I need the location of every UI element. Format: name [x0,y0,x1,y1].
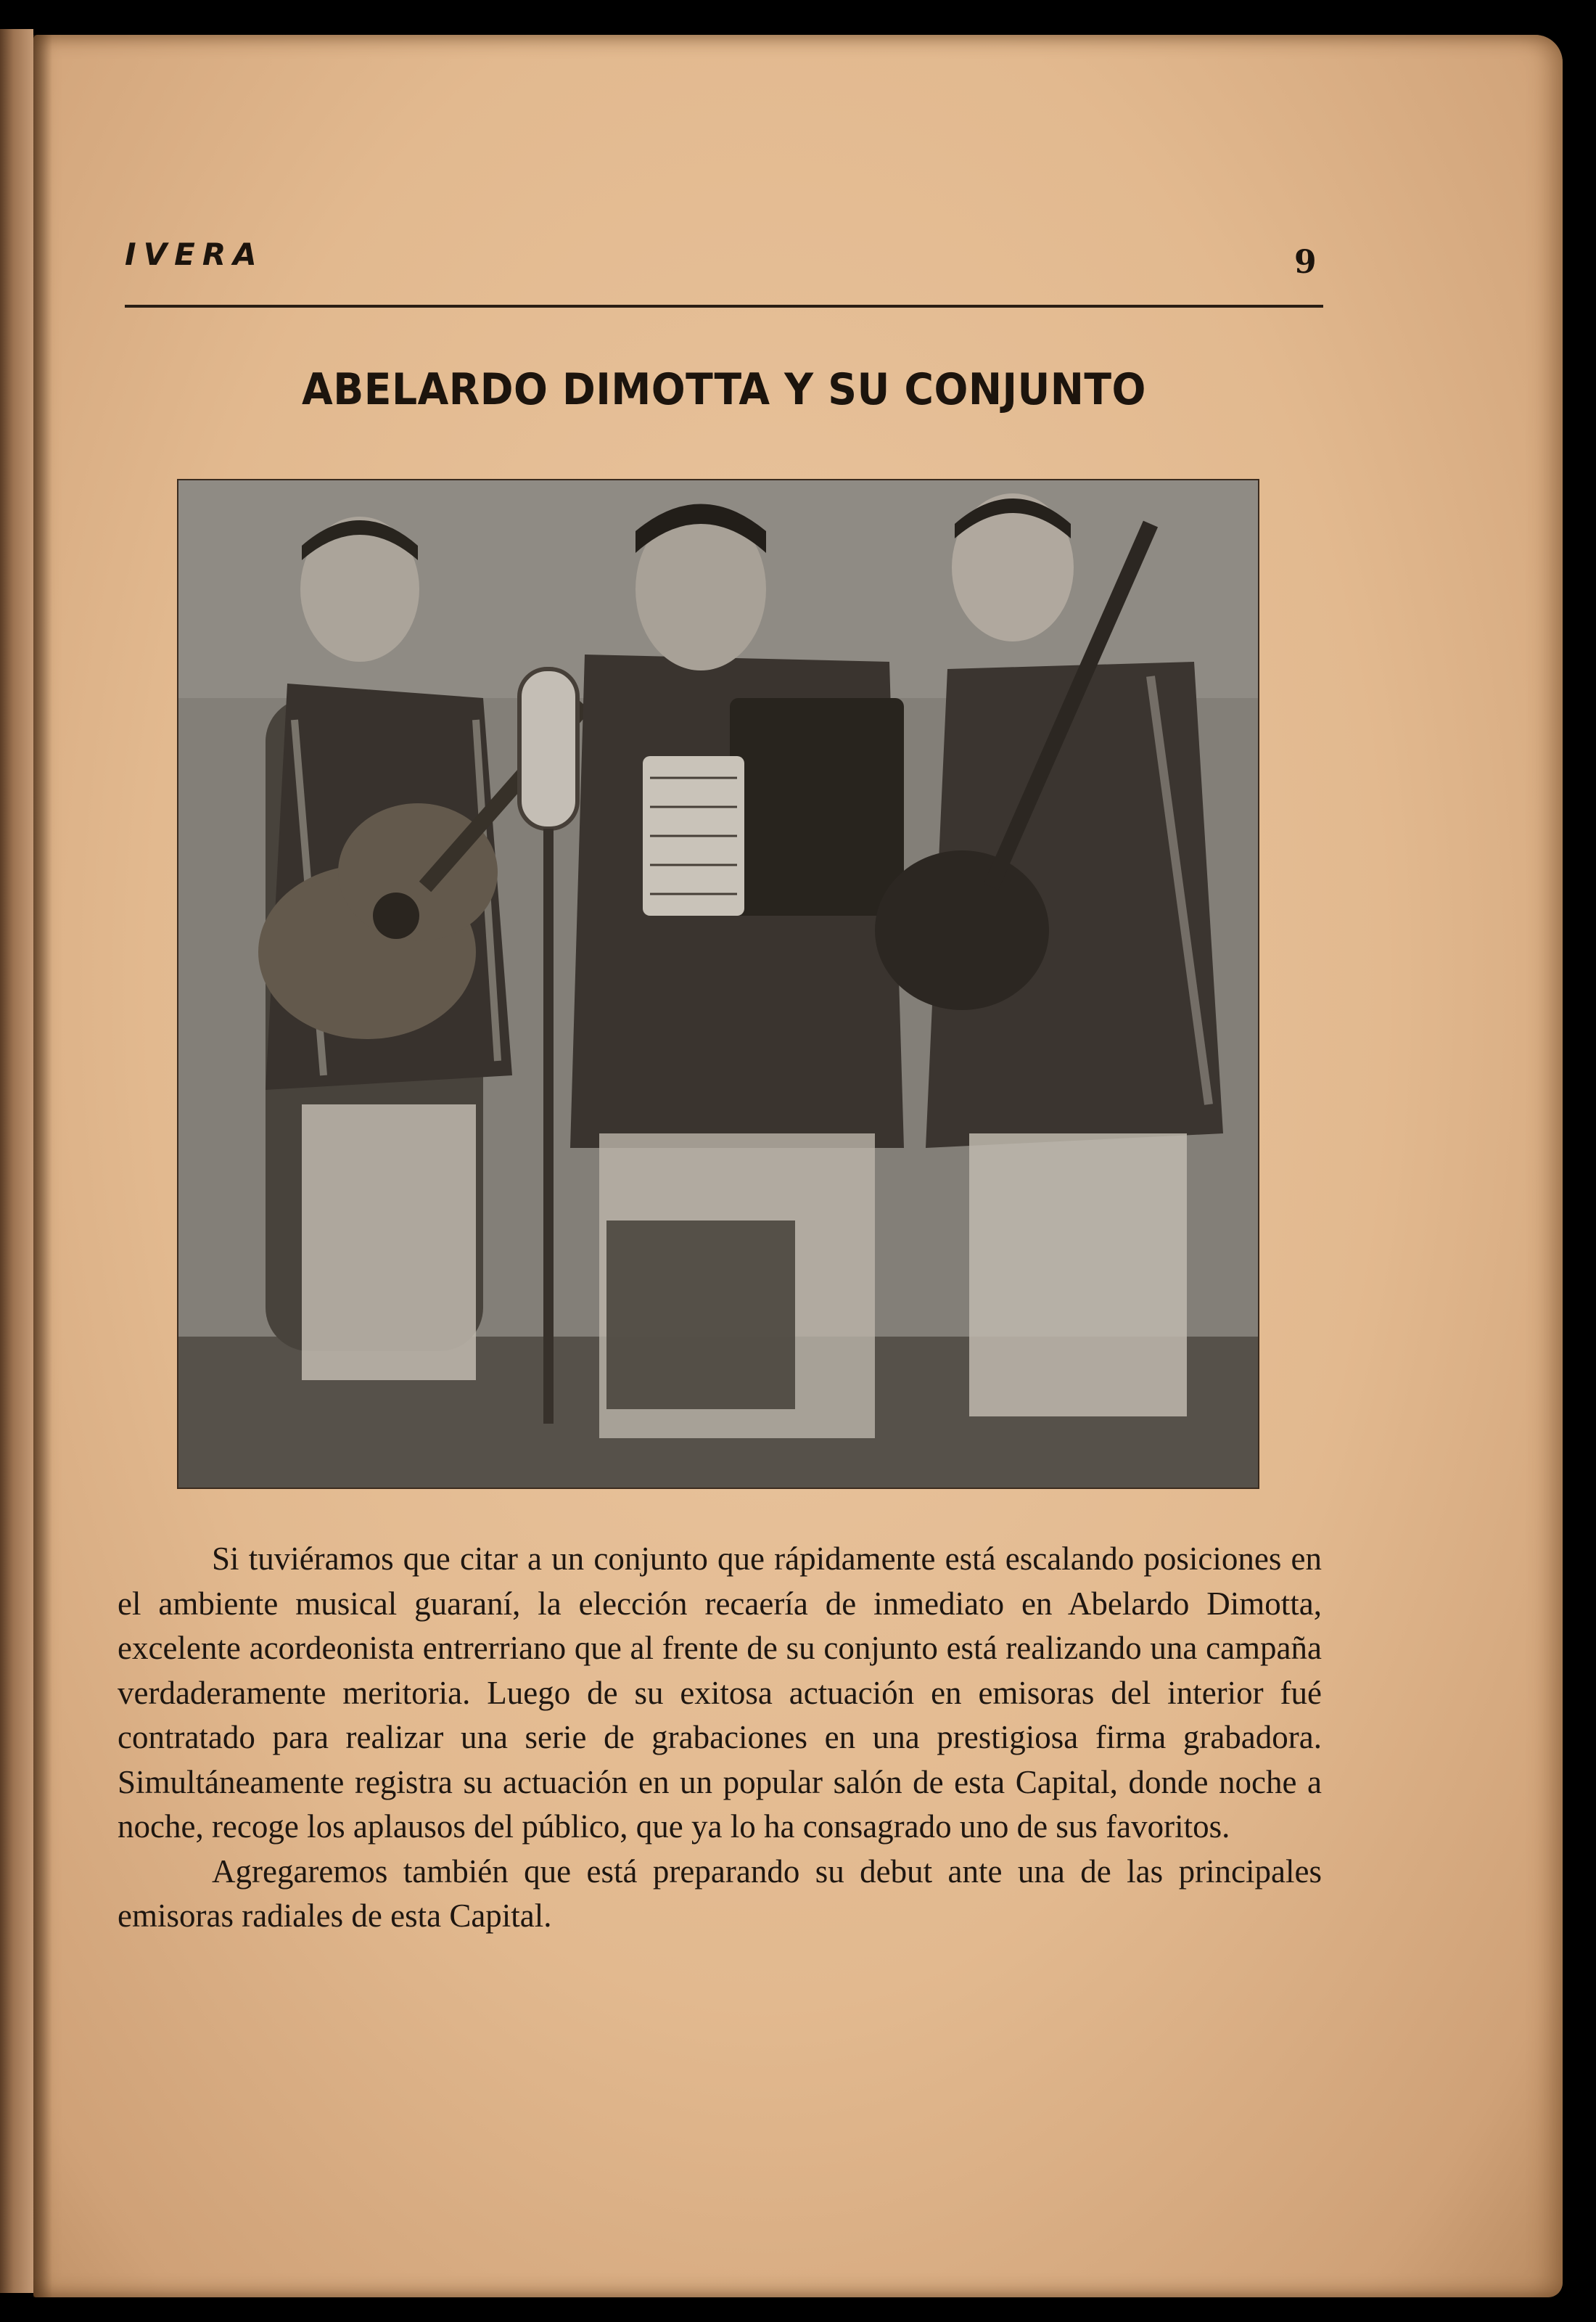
article-body [118,1537,1322,1939]
header-rule [125,305,1323,308]
article-paragraph: Si tuviéramos que citar a un conjunto que rápidamente está escalando posiciones en el ambiente musical guaraní, la elección recaería de inmediato en Abelardo Dimotta, excelente acordeonista entrerriano que al frente de su conjunto está realizando una campaña verdaderamente meritoria. Luego de su exitosa actuación en emisoras del interior fué contratado para realizar una serie de grabaciones en una prestigiosa firma grabadora. Simultáneamente registra su actuación en un popular salón de esta Capital, donde noche a noche, recoge los aplausos del público, que ya lo ha consagrado uno de sus favoritos. [118,1541,1322,1845]
article-title: ABELARDO DIMOTTA Y SU CONJUNTO [302,364,1146,415]
page-number: 9 [1294,244,1317,281]
running-head: IVERA [125,237,264,272]
band-photo-illustration [178,480,1258,1488]
article-paragraph: Agregaremos también que está preparando su debut ante una de las principales emisoras radiales de esta Capital. [118,1853,1322,1934]
page-gutter-shadow [33,35,52,2297]
previous-page-edge [0,29,33,2293]
band-photograph [177,479,1259,1489]
